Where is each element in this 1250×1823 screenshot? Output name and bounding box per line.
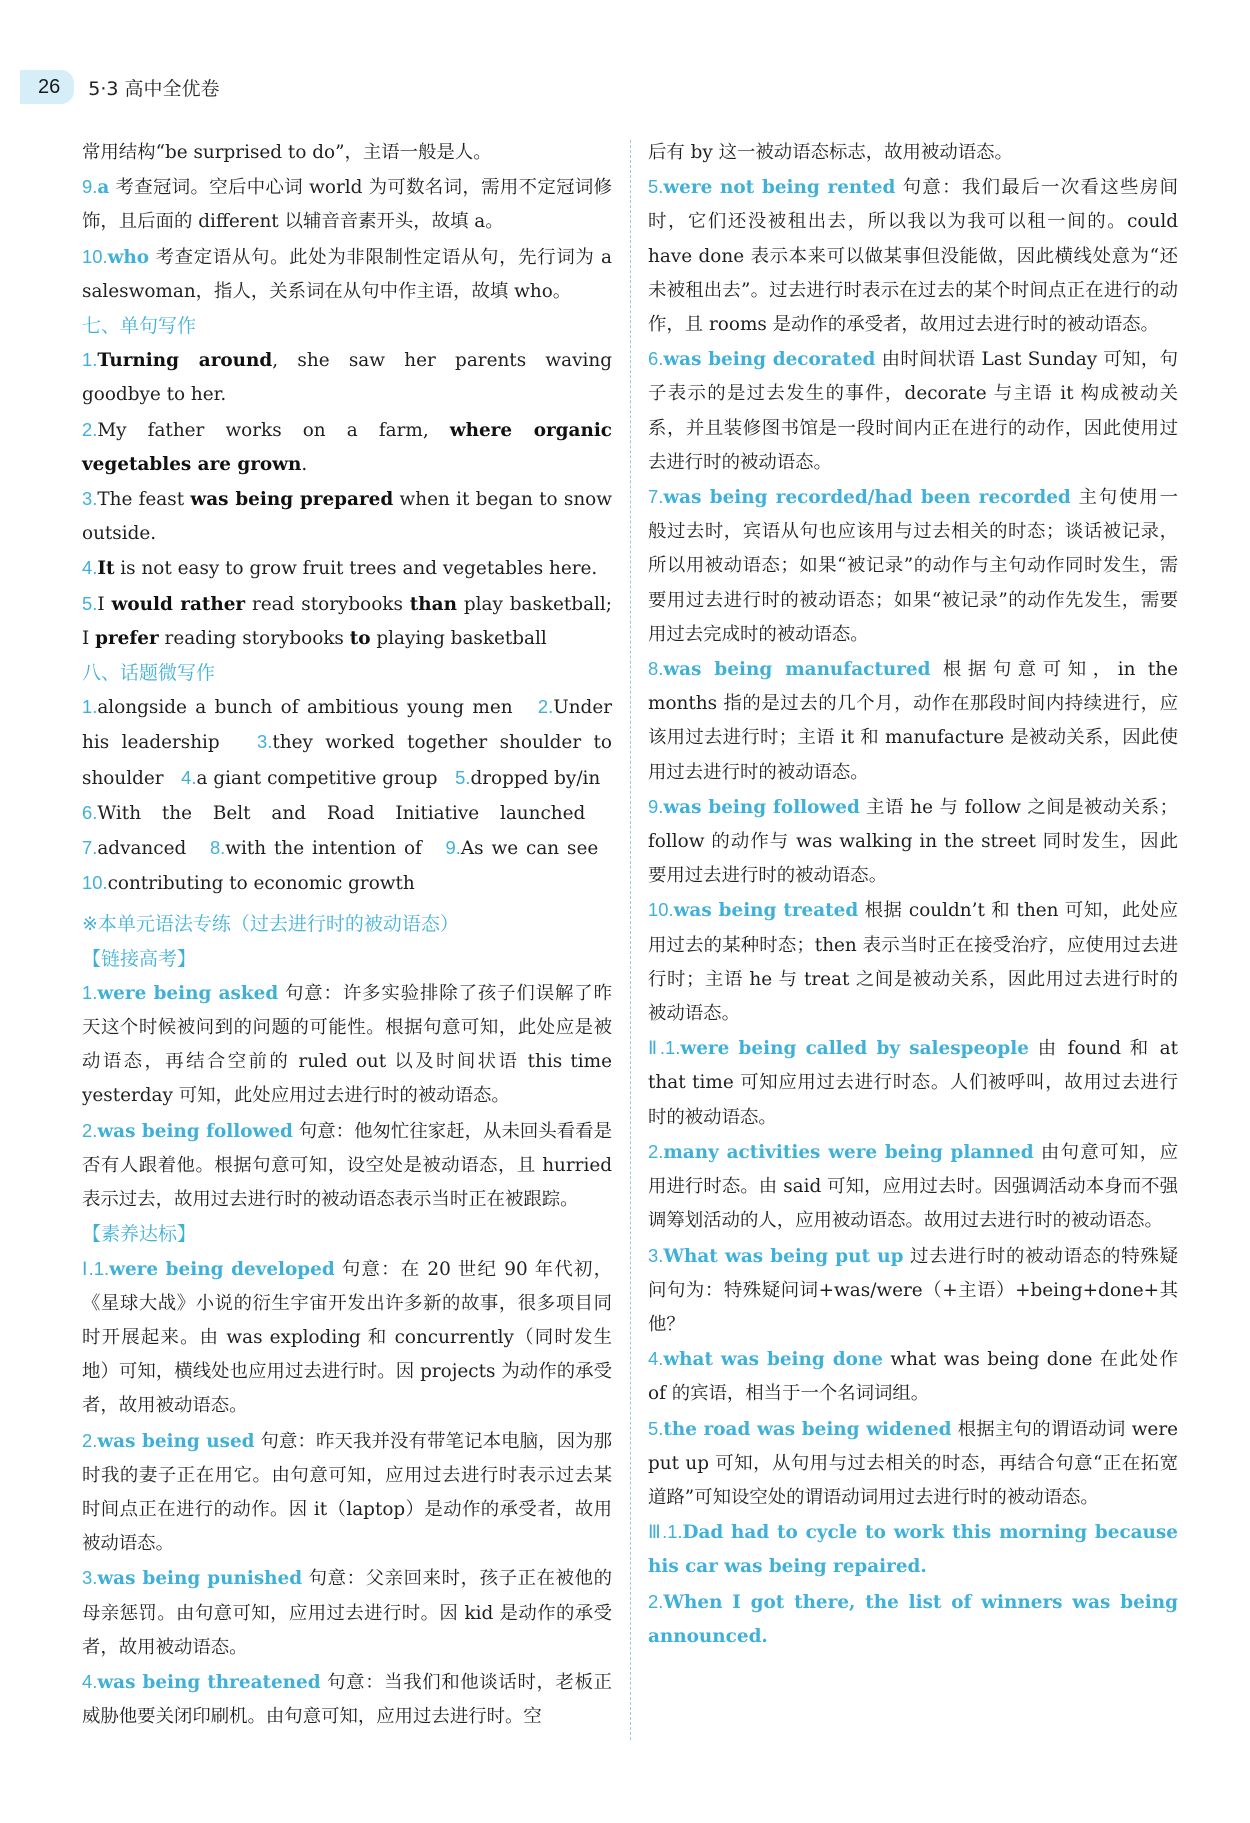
book-title: 5·3 高中全优卷 — [88, 77, 220, 100]
answer-item: Ⅰ.1.were being developed 句意：在 20 世纪 90 年代初，《星球大战》小说的衍生宇宙开发出许多新的故事，很多项目同时开展起来。由 was exploding 和 concurrently（同时发生地）可知，横线处也应用过去进行时。因 projects 为动作的承受者，故用被动语态。 — [82, 1257, 612, 1417]
subsection-title: 【链接高考】 — [82, 947, 197, 970]
answer-item: Ⅱ.1.were being called by salespeople 由 found 和 at that time 可知应用过去进行时态。人们被呼叫，故用过去进行时的被动语态。 — [648, 1037, 1179, 1128]
answer-item: 3.What was being put up 过去进行时的被动语态的特殊疑问句为：特殊疑问词+was/were（+主语）+being+done+其他？ — [648, 1244, 1178, 1335]
answer-item: 6.was being decorated 由时间状语 Last Sunday 可知，句子表示的是过去发生的事件，decorate 与主语 it 构成被动关系，并且装修图书馆是一段时间内正在进行的动作，因此使用过去进行时的被动语态。 — [648, 348, 1178, 473]
grammar-section-title: ※本单元语法专练（过去进行时的被动语态） — [82, 913, 459, 936]
writing-item: 4.It is not easy to grow fruit trees and vegetables here. — [82, 557, 598, 580]
answer-item: 2.When I got there, the list of winners was being announced. — [648, 1590, 1178, 1647]
answer-item: 1.were being asked 句意：许多实验排除了孩子们误解了昨天这个时候被问到的问题的可能性。根据句意可知，此处应是被动语态，再结合空前的 ruled out 以及时间状语 this time yesterday 可知，此处应用过去进行时的被动语态。 — [82, 981, 612, 1107]
answer-item: 8.was being manufactured 根据句意可知，in the months 指的是过去的几个月，动作在那段时间内持续进行，应该用过去进行时；主语 it 和 manufacture 是被动关系，因此使用过去进行时的被动语态。 — [648, 658, 1178, 783]
answer-item: 2.many activities were being planned 由句意可知，应用进行时态。由 said 可知，应用过去时。因强调活动本身而不强调筹划活动的人，应用被动语态。故用过去进行时的被动语态。 — [648, 1140, 1178, 1232]
page-number: 26 — [20, 70, 74, 104]
intro-line: 常用结构“be surprised to do”，主语一般是人。 — [82, 142, 492, 163]
right-column — [648, 136, 1178, 1654]
answer-item: Ⅲ.1.Dad had to cycle to work this morning because his car was being repaired. — [648, 1521, 1178, 1578]
subsection-title: 【素养达标】 — [82, 1223, 197, 1246]
section-title: 八、话题微写作 — [82, 662, 216, 685]
topic-writing-answers: 1.alongside a bunch of ambitious young men 2.Under his leadership 3.they worked together shoulder to shoulder 4.a giant competitive group 5.dropped by/in 6.With the Belt and Road Initiative launched 7.advanced 8.with the intention of 9.As we can see 10.contributing to economic growth — [82, 696, 613, 895]
writing-item: 2.My father works on a farm, where organic vegetables are grown. — [82, 418, 613, 475]
answer-item: 5.the road was being widened 根据主句的谓语动词 were put up 可知，从句用与过去相关的时态，再结合句意“正在拓宽道路”可知设空处的谓语动词用过去进行时的被动语态。 — [648, 1417, 1178, 1508]
answer-item: 10.was being treated 根据 couldn’t 和 then 可知，此处应用过去的某种时态；then 表示当时正在接受治疗，应使用过去进行时；主语 he 与 treat 之间是被动关系，因此用过去进行时的被动语态。 — [648, 899, 1178, 1025]
left-column — [82, 136, 612, 1734]
answer-item: 5.were not being rented 句意：我们最后一次看这些房间时，它们还没被租出去，所以我以为我可以租一间的。could have done 表示本来可以做某事但没能做，因此横线处意为“还未被租出去”。过去进行时表示在过去的某个时间点正在进行的动作，且 rooms 是动作的承受者，故用过去进行时的被动语态。 — [648, 176, 1178, 336]
writing-item: 5.I would rather read storybooks than play basketball; I prefer reading storybooks to playing basketball — [82, 592, 613, 649]
answer-item: 9.a 考查冠词。空后中心词 world 为可数名词，需用不定冠词修饰，且后面的 different 以辅音音素开头，故填 a。 — [82, 176, 613, 233]
answer-item: 9.was being followed 主语 he 与 follow 之间是被动关系；follow 的动作与 was walking in the street 同时发生，因此要用过去进行时的被动语态。 — [648, 795, 1178, 887]
writing-item: 1.Turning around, she saw her parents waving goodbye to her. — [82, 349, 612, 406]
page-header — [20, 70, 220, 104]
answer-item: 4.was being threatened 句意：当我们和他谈话时，老板正威胁他要关闭印刷机。由句意可知，应用过去进行时。空 — [82, 1670, 612, 1728]
continued-text: 后有 by 这一被动语态标志，故用被动语态。 — [648, 142, 1013, 163]
answer-item: 4.what was being done what was being done 在此处作 of 的宾语，相当于一个名词词组。 — [648, 1348, 1178, 1405]
answer-item: 2.was being used 句意：昨天我并没有带笔记本电脑，因为那时我的妻子正在用它。由句意可知，应用过去进行时表示过去某时间点正在进行的动作。因 it（laptop）是动作的承受者，故用被动语态。 — [82, 1429, 612, 1555]
answer-item: 10.who 考查定语从句。此处为非限制性定语从句，先行词为 a saleswoman，指人，关系词在从句中作主语，故填 who。 — [82, 245, 612, 302]
answer-item: 3.was being punished 句意：父亲回来时，孩子正在被他的母亲惩罚。由句意可知，应用过去进行时。因 kid 是动作的承受者，故用被动语态。 — [82, 1567, 612, 1658]
section-title: 七、单句写作 — [82, 315, 197, 338]
answer-item: 7.was being recorded/had been recorded 主句使用一般过去时，宾语从句也应该用与过去相关的时态；谈话被记录，所以用被动语态；如果“被记录”的动作与主句动作同时发生，需要用过去进行时的被动语态；如果“被记录”的动作先发生，需要用过去完成时的被动语态。 — [648, 486, 1178, 645]
answer-item: 2.was being followed 句意：他匆忙往家赶，从未回头看看是否有人跟着他。根据句意可知，设空处是被动语态，且 hurried 表示过去，故用过去进行时的被动语态表示当时正在被跟踪。 — [82, 1119, 612, 1211]
writing-item: 3.The feast was being prepared when it began to snow outside. — [82, 488, 612, 545]
column-divider — [630, 140, 631, 1740]
